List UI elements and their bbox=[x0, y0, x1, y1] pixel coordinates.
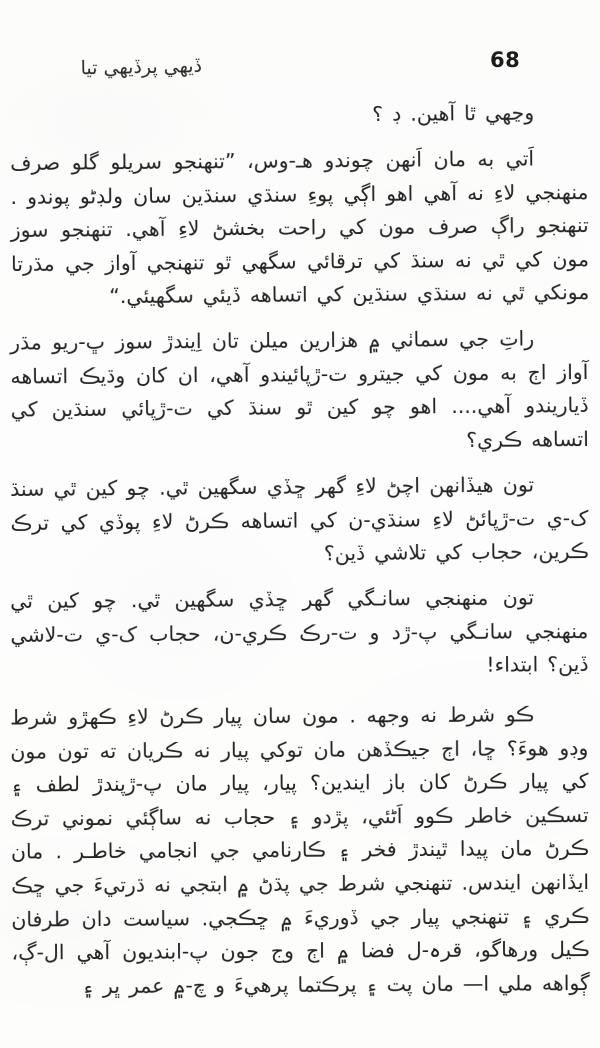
paragraph-spacer bbox=[10, 685, 588, 698]
paragraph: ڪو شرط نه وجهه . مون سان پيار ڪرڻ لاءِ ڪهڙو شرط وڊو هوءَ؟ ڇا، اڄ جيڪڏهن مان توکي پيار نه ڪريان ته تون مون کي پيار ڪرڻ کان باز ايندين؟ پيار، پيار مان پ-ڙپندڙ لطف ۽ تسڪين خاطر ڪوو اَڻئي، پڙدو ۽ حجاب نه ساڳئي نموني ترڪ ڪرڻ مان پيدا ٿيندڙ فخر ۽ ڪارنامي جي انجامي خاطـر . مان ايڏانهن ايندس. تنهنجي شرط جي پڌڻ ۾ ابتجي نه ڌرتيءَ جي ڇڪ ڪري ۽ تنهنجي پيار جي ڏوريءَ ۾ ڇڪجي. سياست دان طرفان ڪيل ورهاگو، قرہ-ل فضا ۾ اڄ وج جون پ-ابنديون آهي ال-ڳ، ڳواهه ملي ا— مان پت ۽ پرڪتما پرهيءَ و چ-۾ عمر ڀر ۽ bbox=[10, 701, 590, 998]
paragraph: تون منهنجي سانـگي گهر ڇڏي سگهين ٿي. چو کين ٿي منهنجي سانـگي پ-ڙد و ت-رڪ ڪري-ن، حجاب ک-ي ت-لاشي ڏين؟ ابتداء! bbox=[10, 585, 589, 677]
page-bottom-margin bbox=[0, 958, 600, 1048]
running-head-title: ڏيهي پرڏيهي تيا bbox=[80, 55, 203, 80]
paragraph: تون هيڏانهن اچڻ لاءِ گهر ڇڏي سگهين ٿي. چو کين ٿي سنڌ ک-ي ت-ڙپائڻ لاءِ سنڌي-ن کي اتساهه ڪرڻ لاءِ پوڏي کي ترڪ ڪرين، حجاب کي تلاشي ڏين؟ bbox=[10, 472, 589, 566]
paragraph: راتِ جي سماٺي ۾ هزارين ميلن تان اِيندڙ سوز ڀ-ريو مڌر آواز اڄ به مون کي جيترو ت-ڙپائيندو آهي، ان کان وڌيڪ اتساهه ڏياريندو آهي.... اهو چو کين ٿو سنڌ کي ت-ڙپائي سنڌين کي اتساهه ڪري؟ bbox=[10, 325, 590, 452]
paragraph: اَتي به مان اَنهن چوندو هـ-وس، ”تنهنجو سريلو گلو صرف منهنجي لاءِ نه آهي اهو اڳي پوءِ سنڌي سنڌين سان ولڊڻو پوندو . تنهنجو راڳ صرف مون کي راحت بخشڻ لاءِ آهي. تنهنجو سوز مون کي ٿي نه سنڌ کي ترقائي سگهي ٿو تنهنجي آواز جي مڌرتا مونکي ٿي نه سنڌي سنڌين کي اتساهه ڏيئي سگهيئي.“ bbox=[10, 146, 590, 309]
folio-page-number: 68 bbox=[490, 48, 521, 72]
paragraph: وڃهي ٿا آهين. ڊ ؟ bbox=[372, 100, 535, 127]
page-header bbox=[0, 40, 600, 96]
body-text-block bbox=[10, 96, 588, 1003]
paragraph-spacer bbox=[10, 459, 588, 468]
